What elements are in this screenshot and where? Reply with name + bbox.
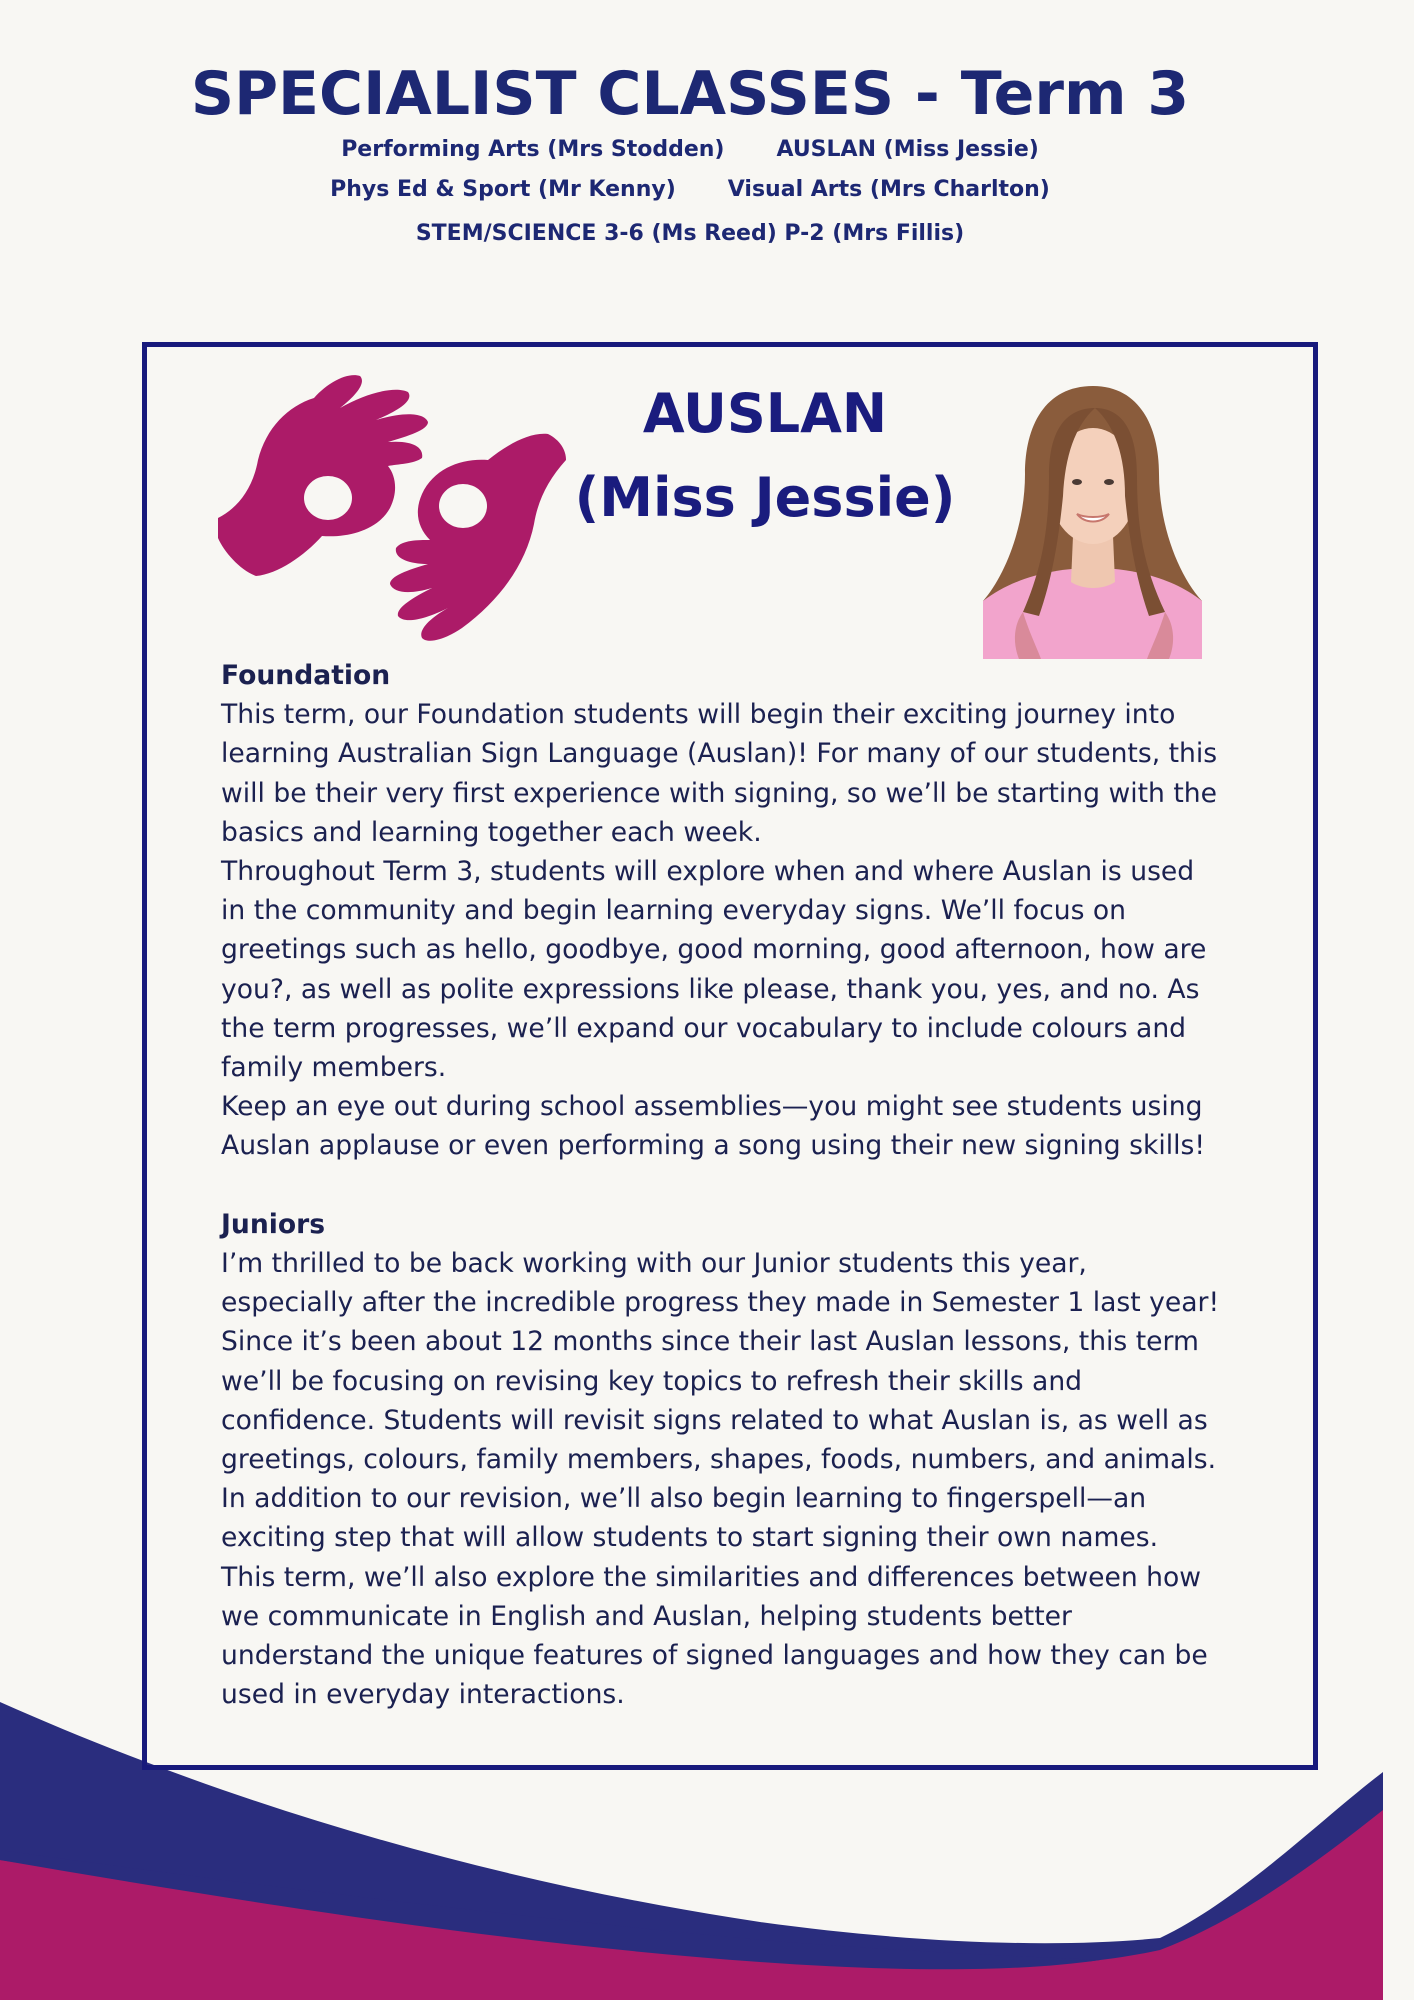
box-title-line-2: (Miss Jessie) [574,466,956,529]
foundation-line: This term, our Foundation students will begin their exciting journey into [221,699,1176,731]
juniors-heading: Juniors [221,1208,326,1240]
juniors-line: confidence. Students will revisit signs related to what Auslan is, as well as [221,1404,1208,1436]
specialist-row-2 [0,176,1380,204]
juniors-line: greetings, colours, family members, shapes, foods, numbers, and animals. [221,1444,1217,1476]
box-content [221,656,1251,1714]
section-spacer [221,1166,1251,1205]
juniors-line: In addition to our revision, we’ll also begin learning to fingerspell—an [221,1483,1147,1515]
juniors-line: we’ll be focusing on revising key topics to refresh their skills and [221,1365,1083,1397]
foundation-line: you?, as well as polite expressions like please, thank you, yes, and no. As [221,973,1200,1005]
foundation-line: in the community and begin learning everyday signs. We’ll focus on [221,895,1127,927]
auslan-box-title [560,372,970,540]
juniors-line: This term, we’ll also explore the similarities and differences between how [221,1561,1202,1593]
visual-arts-label: Visual Arts (Mrs Charlton) [727,177,1050,202]
foundation-line: family members. [221,1052,447,1084]
specialist-row-3 [0,220,1380,248]
teacher-portrait [983,386,1202,659]
foundation-line: basics and learning together each week. [221,816,762,848]
box-title-line-1: AUSLAN [642,382,888,445]
foundation-line: learning Australian Sign Language (Auslan)! For many of our students, this [221,738,1218,770]
auslan-label: AUSLAN (Miss Jessie) [776,137,1039,162]
foundation-line: the term progresses, we’ll expand our vocabulary to include colours and [221,1012,1187,1044]
juniors-line: Since it’s been about 12 months since their last Auslan lessons, this term [221,1326,1199,1358]
foundation-line: Throughout Term 3, students will explore when and where Auslan is used [221,856,1195,888]
foundation-heading: Foundation [221,660,391,691]
foundation-line: Auslan applause or even performing a song using their new signing skills! [221,1130,1206,1162]
foundation-line: greetings such as hello, goodbye, good morning, good afternoon, how are [221,934,1207,966]
juniors-line: exciting step that will allow students to start signing their own names. [221,1522,1159,1554]
page-title: SPECIALIST CLASSES - Term 3 [190,59,1190,129]
signing-hands-icon [218,368,566,644]
specialist-row-1 [0,136,1380,164]
foundation-line: Keep an eye out during school assemblies—you might see students using [221,1091,1203,1123]
performing-arts-label: Performing Arts (Mrs Stodden) [341,137,725,162]
page-header [0,58,1380,248]
juniors-line: understand the unique features of signed languages and how they can be [221,1640,1208,1672]
stem-science-label: STEM/SCIENCE 3-6 (Ms Reed) P-2 (Mrs Fillis) [415,221,965,246]
juniors-line: especially after the incredible progress they made in Semester 1 last year! [221,1287,1220,1319]
juniors-line: we communicate in English and Auslan, helping students better [221,1600,1072,1632]
juniors-line: used in everyday interactions. [221,1679,625,1711]
juniors-line: I’m thrilled to be back working with our Junior students this year, [221,1248,1087,1280]
phys-ed-label: Phys Ed & Sport (Mr Kenny) [330,177,676,202]
foundation-line: will be their very first experience with signing, so we’ll be starting with the [221,777,1217,809]
